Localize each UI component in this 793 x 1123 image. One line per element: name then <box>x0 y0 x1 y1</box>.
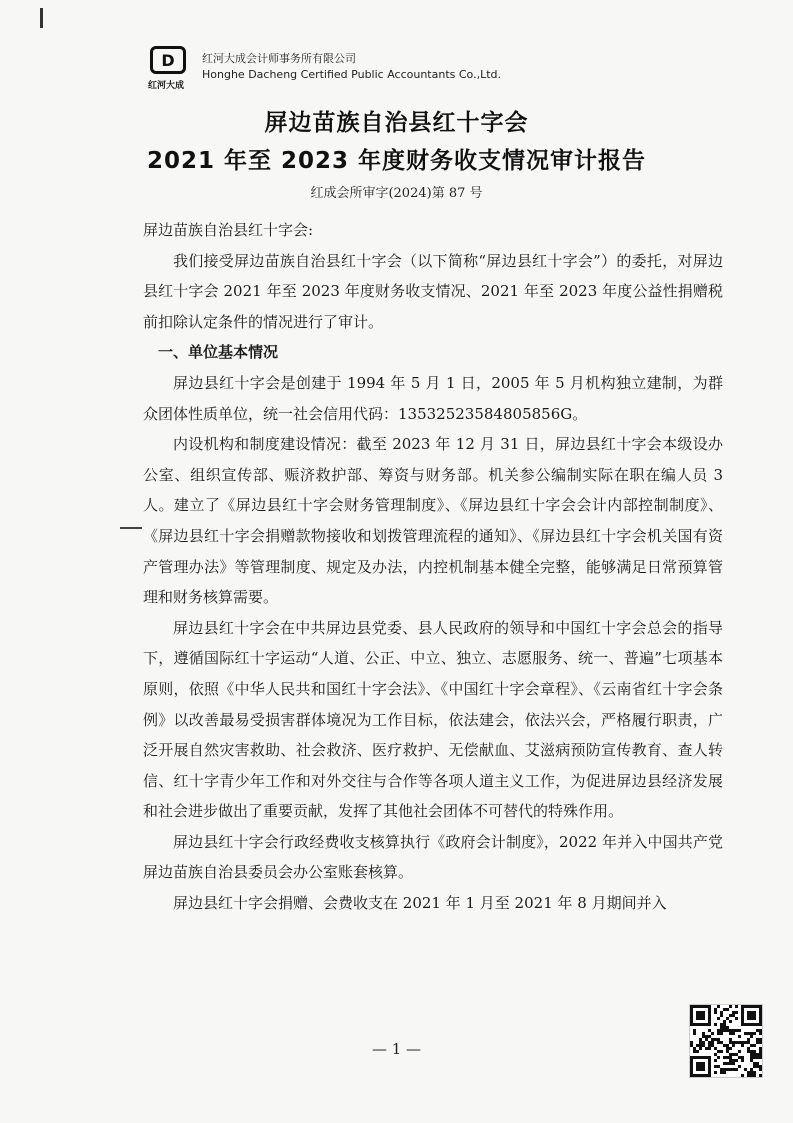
paragraph-intro: 我们接受屏边苗族自治县红十字会（以下简称“屏边县红十字会”）的委托，对屏边县红十字会 2021 年至 2023 年度财务收支情况、2021 年至 2023 年度公益性捐赠税前扣除认定条件的情况进行了审计。 <box>143 251 723 331</box>
firm-name-cn: 红河大成会计师事务所有限公司 <box>202 52 356 65</box>
salutation: 屏边苗族自治县红十字会: <box>143 221 314 239</box>
paragraph-accounting: 屏边县红十字会行政经费收支核算执行《政府会计制度》，2022 年并入中国共产党屏边苗族自治县委员会办公室账套核算。 <box>143 832 723 882</box>
report-title-line2: 2021 年至 2023 年度财务收支情况审计报告 <box>146 148 647 174</box>
paragraph-mission: 屏边县红十字会在中共屏边县党委、县人民政府的领导和中国红十字会总会的指导下，遵循国际红十字运动“人道、公正、中立、独立、志愿服务、统一、普遍”七项基本原则，依照《中华人民共和国红十字会法》、《中国红十字会章程》、《云南省红十字会条例》以改善最易受损害群体境况为工作目标，依法建会，依法兴会，严格履行职责，广泛开展自然灾害救助、社会救济、医疗救护、无偿献血、艾滋病预防宣传教育、查人转信、红十字青少年工作和对外交往与合作等各项人道主义工作，为促进屏边县经济发展和社会进步做出了重要贡献，发挥了其他社会团体不可替代的特殊作用。 <box>143 618 723 821</box>
firm-name-en: Honghe Dacheng Certified Public Accountants Co.,Ltd. <box>202 68 502 81</box>
document-number: 红成会所审字(2024)第 87 号 <box>310 186 483 201</box>
letterhead <box>150 46 550 98</box>
logo-caption: 红河大成 <box>148 81 185 91</box>
paragraph-structure: 内设机构和制度建设情况：截至 2023 年 12 月 31 日，屏边县红十字会本级设办公室、组织宣传部、赈济救护部、筹资与财务部。机关参公编制实际在职在编人员 3 人。建立了《屏边县红十字会财务管理制度》、《屏边县红十字会会计内部控制制度》、《屏边县红十字会捐赠款物接收和划拨管理流程的通知》、《屏边县红十字会机关国有资产管理办法》等管理制度、规定及办法，内控机制基本健全完整，能够满足日常预算管理和财务核算需要。 <box>143 435 723 607</box>
section-heading: 一、单位基本情况 <box>158 343 279 362</box>
paragraph-donations: 屏边县红十字会捐赠、会费收支在 2021 年 1 月至 2021 年 8 月期间并入 <box>173 894 667 913</box>
scan-mark <box>40 8 43 28</box>
scan-dash <box>120 527 142 529</box>
firm-logo-icon: D <box>150 46 186 74</box>
page-number: — 1 — <box>371 1040 422 1058</box>
paragraph-founding: 屏边县红十字会是创建于 1994 年 5 月 1 日，2005 年 5 月机构独立建制，为群众团体性质单位，统一社会信用代码：13532523584805856G。 <box>143 373 723 423</box>
report-title-line1: 屏边苗族自治县红十字会 <box>264 110 529 136</box>
report-body <box>143 215 723 919</box>
